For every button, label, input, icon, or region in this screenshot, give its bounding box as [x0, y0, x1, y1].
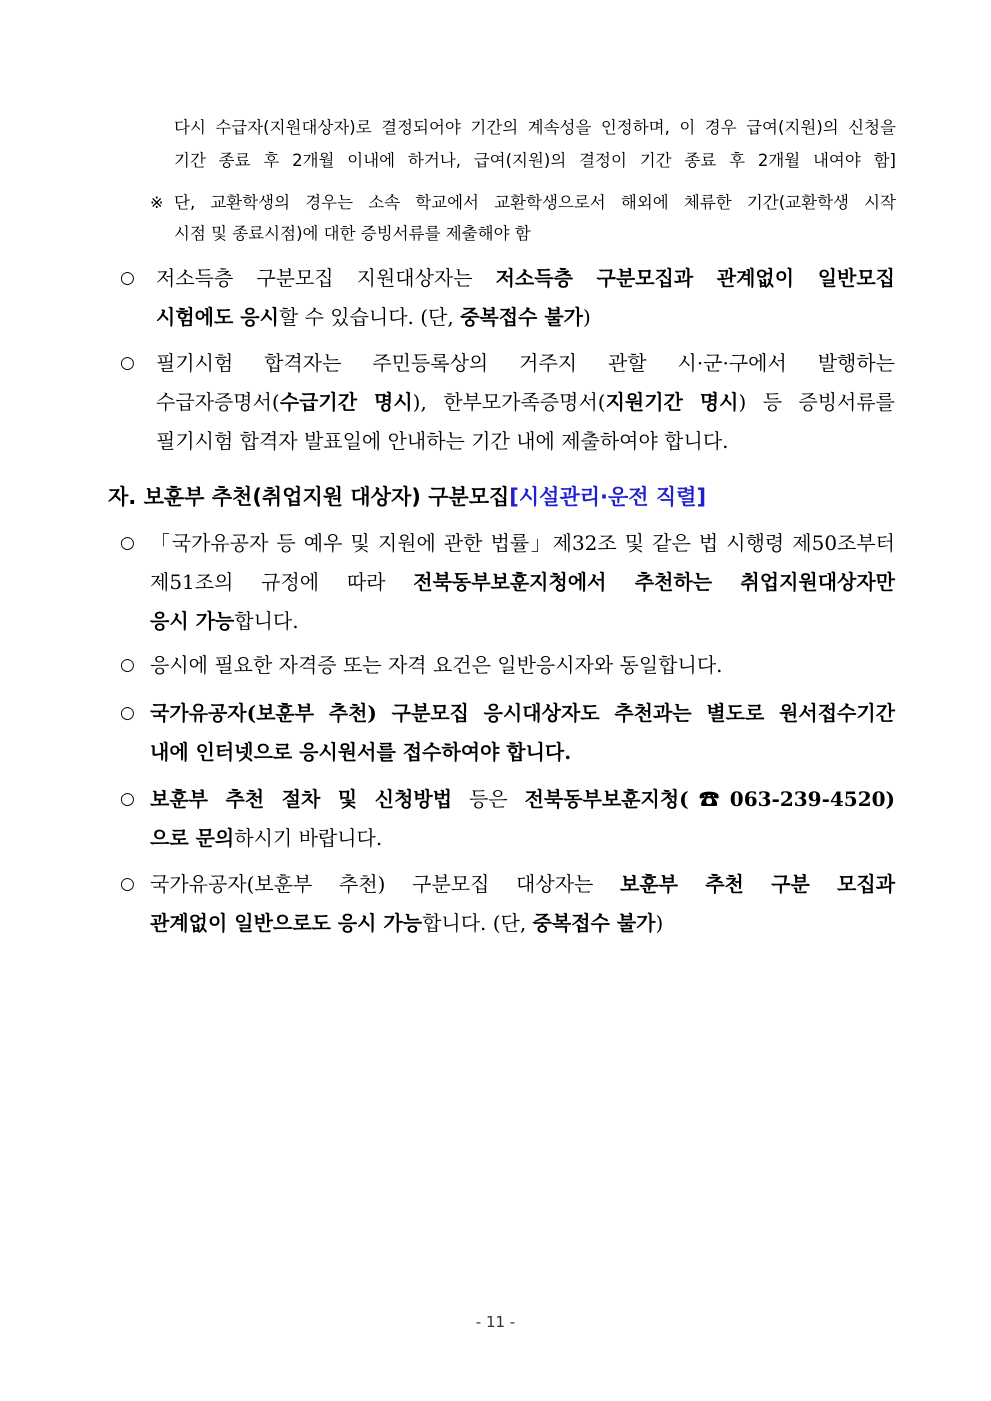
list-item-certificate-submission: [120, 344, 895, 461]
bullet-circle-icon: ○: [120, 874, 135, 894]
note-mark-icon: ※: [150, 193, 164, 212]
bullet-circle-icon: ○: [120, 703, 135, 723]
item-text: 응시에 필요한 자격증 또는 자격 요건은 일반응시자와 동일합니다.: [150, 653, 723, 677]
section-heading-accent: [시설관리·운전 직렬]: [509, 485, 707, 509]
continuation-line-1: 다시 수급자(지원대상자)로 결정되어야 기간의 계속성을 인정하며, 이 경우 급여(지원)의 신청을: [174, 118, 896, 137]
list-item-qualification: [120, 646, 895, 685]
section-heading: 자. 보훈부 추천(취업지원 대상자) 구분모집[시설관리·운전 직렬]: [108, 485, 707, 509]
item-text: 국가유공자(보훈부 추천) 구분모집 응시대상자도 추천과는 별도로 원서접수기간 내에 인터넷으로 응시원서를 접수하여야 합니다.: [150, 701, 895, 764]
list-item-contact: [120, 780, 895, 858]
list-item-low-income-recruitment: [120, 259, 895, 337]
page-number: - 11 -: [475, 1313, 516, 1331]
item-text: 필기시험 합격자는 주민등록상의 거주지 관할 시·군·구에서 발행하는 수급자증명서(수급기간 명시), 한부모가족증명서(지원기간 명시) 등 증빙서류를 필기시험 합격자 발표일에 안내하는 기간 내에 제출하여야 합니다.: [156, 351, 895, 453]
item-text: 보훈부 추천 절차 및 신청방법 등은 전북동부보훈지청(☎063-239-4520) 으로 문의하시기 바랍니다.: [150, 787, 895, 850]
bullet-circle-icon: ○: [120, 533, 135, 553]
contact-phone: 전북동부보훈지청(☎063-239-4520): [524, 787, 895, 811]
note-line-2: 시점 및 종료시점)에 대한 증빙서류를 제출해야 함: [174, 224, 531, 243]
list-item-online-application: [120, 694, 895, 772]
bullet-circle-icon: ○: [120, 268, 135, 288]
item-text: 「국가유공자 등 예우 및 지원에 관한 법률」제32조 및 같은 법 시행령 제50조부터 제51조의 규정에 따라 전북동부보훈지청에서 추천하는 취업지원대상자만 응시 가능합니다.: [150, 531, 895, 633]
item-text: 국가유공자(보훈부 추천) 구분모집 대상자는 보훈부 추천 구분 모집과 관계없이 일반으로도 응시 가능합니다. (단, 중복접수 불가): [150, 872, 896, 935]
bullet-circle-icon: ○: [120, 789, 135, 809]
list-item-general-recruitment: [120, 865, 895, 943]
bullet-circle-icon: ○: [120, 655, 135, 675]
note-line-1: 단, 교환학생의 경우는 소속 학교에서 교환학생으로서 해외에 체류한 기간(교환학생 시작: [174, 193, 896, 212]
list-item-legal-basis: [120, 524, 895, 641]
item-text: 저소득층 구분모집 지원대상자는 저소득층 구분모집과 관계없이 일반모집 시험에도 응시할 수 있습니다. (단, 중복접수 불가): [156, 266, 895, 329]
bullet-circle-icon: ○: [120, 353, 135, 373]
continuation-line-2: 기간 종료 후 2개월 이내에 하거나, 급여(지원)의 결정이 기간 종료 후 2개월 내여야 함]: [174, 151, 896, 170]
